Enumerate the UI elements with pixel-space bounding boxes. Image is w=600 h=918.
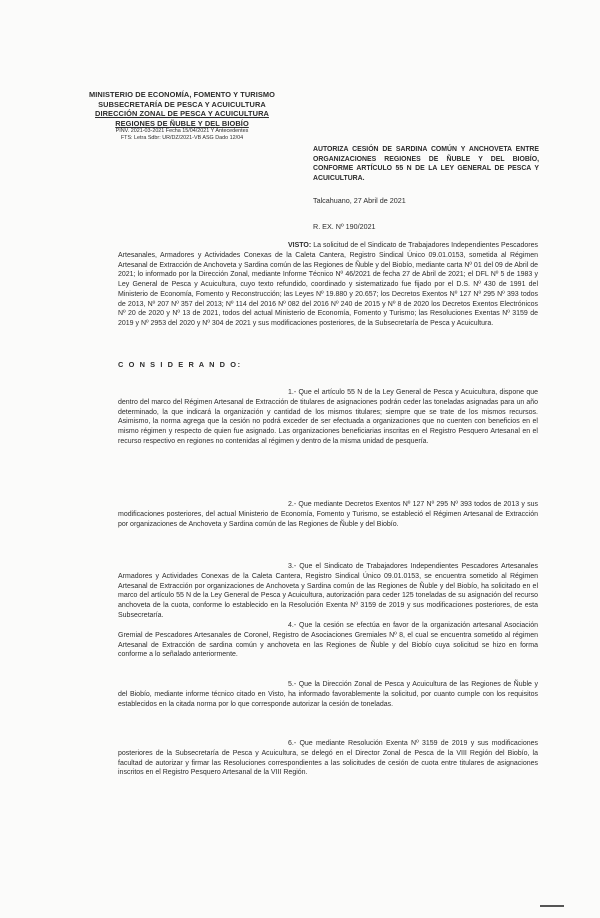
- undersecretariat-name: SUBSECRETARÍA DE PESCA Y ACUICULTURA: [98, 99, 266, 109]
- resolution-title: AUTORIZA CESIÓN DE SARDINA COMÚN Y ANCHOVETA ENTRE ORGANIZACIONES REGIONES DE ÑUBLE Y DEL BIOBÍO, CONFORME ARTÍCULO 55 N DE LA LEY GENERAL DE PESCA Y ACUICULTURA.: [313, 146, 539, 183]
- visto-text: La solicitud de el Sindicato de Trabajadores Independientes Pescadores Artesanales, Armadores y Actividades Conexas de la Caleta Cantera, Registro Sindical Único 09.01.0153, sometida al Régimen Artesanal de Extracción de Anchoveta y Sardina común de las Regiones de Ñuble y del Biobío, mediante carta Nº 01 del 09 de Abril de 2021; lo informado por la Dirección Zonal, mediante Informe Técnico Nº 46/2021 de fecha 27 de Abril de 2021; el DFL Nº 5 de 1983 y Ley General de Pesca y Acuicultura, cuyo texto refundido, coordinado y sistematizado fue fijado por el D.S. Nº 430 de 1991 del Ministerio de Economía, Fomento y Reconstrucción; las Leyes Nº 19.880 y 20.657; los Decretos Exentos Nº 127 Nº 295 Nº 393 todos de 2013, Nº 207 Nº 357 del 2013; Nº 114 del 2016 Nº 082 del 2016 Nº 240 de 2015 y Nº 8 de 2020 los Decretos Exentos Electrónicos Nº 20 de 2020 y Nº 13 de 2021, todos del actual Ministerio de Economía, Fomento y Turismo; las Resoluciones Exentas Nº 3159 de 2019 y Nº 2953 del 2020 y Nº 304 de 2021 y sus modificaciones posteriores, de la Subsecretaría de Pesca y Acuicultura.: [118, 242, 538, 327]
- paragraph-text: 5.- Que la Dirección Zonal de Pesca y Acuicultura de las Regiones de Ñuble y del Biobío, mediante informe técnico citado en Visto, ha informado favorablemente la solicitud, por cuanto cumple con los requisitos establecidos en la citada norma por lo que corresponde autorizar la cesión de toneladas.: [118, 681, 538, 708]
- reference-line-1: PINV. 2021-03-2021 Fecha 15/04/2021 Y Antecedentes: [115, 128, 249, 135]
- directorate-name: DIRECCIÓN ZONAL DE PESCA Y ACUICULTURA: [95, 109, 269, 119]
- considerando-heading: C O N S I D E R A N D O:: [118, 360, 242, 369]
- paragraph-text: 1.- Que el artículo 55 N de la Ley General de Pesca y Acuicultura, dispone que dentro del marco del Régimen Artesanal de Extracción de titulares de asignaciones podrán ceder las toneladas asignadas para un año determinado, la que indicará la organización y cantidad de los mismos titulares; siempre que se trate de los mismos recursos. Asimismo, la norma agrega que la cesión no podrá exceder de ser efectuada a organizaciones que no cuenten con beneficios en el mismo régimen y respecto de quien fue asignado. Las organizaciones beneficiarias inscritas en el Registro Pesquero Artesanal en el recurso respectivo en regiones no contenidas al régimen y dentro de la misma unidad de pesquería.: [118, 389, 538, 445]
- regions-name: REGIONES DE ÑUBLE Y DEL BIOBÍO: [115, 118, 249, 128]
- ministry-name: MINISTERIO DE ECONOMÍA, FOMENTO Y TURISMO: [88, 90, 275, 99]
- considerando-paragraph-4: [118, 621, 538, 660]
- resolution-number: R. EX. Nº 190/2021: [313, 222, 376, 231]
- visto-paragraph: [118, 241, 538, 329]
- paragraph-text: 3.- Que el Sindicato de Trabajadores Independientes Pescadores Artesanales Armadores y Actividades Conexas de la Caleta Cantera, Registro Sindical Único 09.01.0153, se encuentra sometido al Régimen Artesanal de Extracción por organizaciones de Anchoveta y Sardina común de las Regiones de Ñuble y del Biobío, ha solicitado en el marco del artículo 55 N de la Ley General de Pesca y Acuicultura, autorización para ceder 125 toneladas de su asignación del recurso anchoveta de la cuota, conforme lo establecido en la Resolución Exenta Nº 3159 de 2019 y sus modificaciones posteriores, de esta Subsecretaría.: [118, 563, 538, 619]
- considerando-paragraph-1: [118, 388, 538, 447]
- reference-line-2: FTS: Letra Sdbr: UR/DZ/2021-VB ASG Dado 12/04: [120, 135, 244, 142]
- considerando-paragraph-3: [118, 562, 538, 621]
- visto-label: VISTO:: [288, 242, 312, 249]
- resolution-date: Talcahuano, 27 Abril de 2021: [313, 196, 406, 205]
- considerando-paragraph-5: [118, 680, 538, 709]
- considerando-paragraph-2: [118, 500, 538, 529]
- footer-mark: [540, 905, 564, 907]
- paragraph-text: 4.- Que la cesión se efectúa en favor de la organización artesanal Asociación Gremial de Pescadores Artesanales de Coronel, Registro de Asociaciones Gremiales Nº 8, el cual se encuentra sometido al régimen Artesanal de Extracción de sardina común y anchoveta en las Regiones de Ñuble y del Biobío cuya solicitud se hizo en forma conforme a lo señalado anteriormente.: [118, 622, 538, 659]
- paragraph-text: 2.- Que mediante Decretos Exentos Nº 127 Nº 295 Nº 393 todos de 2013 y sus modificaciones posteriores, del actual Ministerio de Economía, Fomento y Turismo, se estableció el Régimen Artesanal de Extracción por organizaciones de Anchoveta y Sardina común de las Regiones de Ñuble y del Biobío.: [118, 501, 538, 528]
- paragraph-text: 6.- Que mediante Resolución Exenta Nº 3159 de 2019 y sus modificaciones posteriores de la Subsecretaría de Pesca y Acuicultura, se delegó en el Director Zonal de Pesca de la VIII Región del Biobío, la facultad de autorizar y firmar las Resoluciones correspondientes a las solicitudes de cesión de cuota entre titulares de asignaciones inscritos en el Registro Pesquero Artesanal de la VIII Región.: [118, 740, 538, 777]
- letterhead: [72, 90, 292, 142]
- considerando-paragraph-6: [118, 739, 538, 778]
